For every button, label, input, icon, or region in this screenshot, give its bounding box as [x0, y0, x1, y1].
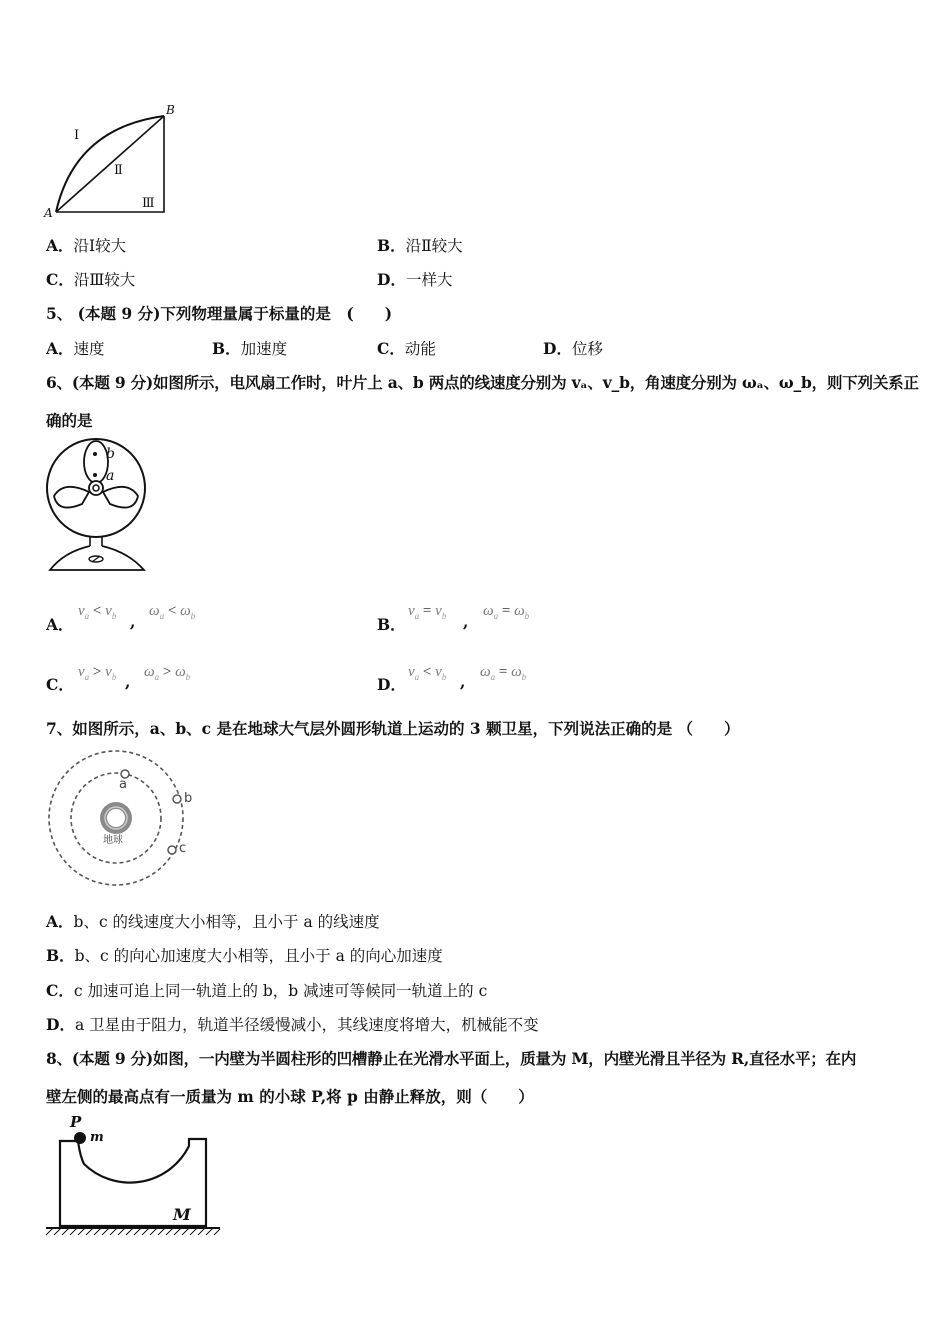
sub-a: a	[493, 611, 499, 621]
option-text: b、c 的向心加速度大小相等，且小于 a 的向心加速度	[74, 947, 443, 965]
q4-option-a[interactable]	[46, 236, 126, 256]
q7-option-c[interactable]	[46, 981, 487, 1001]
ball-P	[74, 1132, 86, 1144]
sub-b: b	[111, 672, 117, 682]
sub-a: a	[154, 672, 160, 682]
symbol-v: v	[78, 603, 85, 619]
symbol-omega: ω	[480, 664, 491, 680]
q6-option-a-v-relation	[78, 603, 116, 621]
q7-option-a[interactable]	[46, 912, 380, 932]
symbol-v: v	[435, 664, 442, 680]
symbol-v: v	[105, 603, 112, 619]
q5-stem: 5、 (本题 9 分)下列物理量属于标量的是 ( )	[46, 304, 393, 323]
option-text: 加速度	[240, 340, 288, 358]
fan-blade-left	[54, 487, 89, 508]
sub-a: a	[414, 672, 420, 682]
option-label: C．	[46, 270, 74, 289]
label-path-2: Ⅱ	[114, 163, 123, 178]
q7-option-b[interactable]	[46, 946, 443, 966]
symbol-omega: ω	[180, 603, 191, 619]
satellite-b-label: b	[184, 791, 193, 806]
relation: =	[422, 603, 432, 619]
label-path-3: Ⅲ	[142, 196, 155, 211]
fan-hub-outer	[89, 481, 103, 495]
q6-option-c-label[interactable]: C．	[46, 675, 74, 694]
option-text: 沿Ⅱ较大	[405, 237, 463, 255]
symbol-omega: ω	[149, 603, 160, 619]
relation: >	[162, 664, 172, 680]
ground-hatching	[46, 1228, 220, 1235]
comma: ,	[460, 672, 466, 691]
option-label: D．	[46, 1015, 75, 1034]
satellite-c	[168, 846, 176, 854]
option-label: B．	[46, 946, 75, 965]
q5-option-b[interactable]	[212, 339, 287, 359]
q6-option-a-w-relation	[149, 603, 195, 621]
option-label: D．	[543, 339, 572, 358]
label-M: M	[173, 1205, 191, 1224]
fan-label-b: b	[106, 446, 115, 462]
sub-b: b	[524, 611, 530, 621]
symbol-omega: ω	[175, 664, 186, 680]
symbol-omega: ω	[514, 603, 525, 619]
q6-option-c-w-relation	[144, 664, 190, 682]
relation: =	[501, 603, 511, 619]
option-label: B．	[212, 339, 241, 358]
symbol-omega: ω	[144, 664, 155, 680]
symbol-v: v	[408, 664, 415, 680]
q5-option-a[interactable]	[46, 339, 105, 359]
sub-b: b	[111, 611, 117, 621]
relation: >	[92, 664, 102, 680]
option-label: C．	[377, 339, 405, 358]
q8-stem-line2: 壁左侧的最高点有一质量为 m 的小球 P,将 p 由静止释放，则（ ）	[46, 1087, 534, 1106]
sub-b: b	[190, 611, 196, 621]
earth-label: 地球	[103, 835, 123, 846]
q6-option-d-v-relation	[408, 664, 446, 682]
q5-option-d[interactable]	[543, 339, 603, 359]
option-label: C．	[46, 981, 74, 1000]
symbol-v: v	[105, 664, 112, 680]
satellite-c-label: c	[179, 841, 187, 856]
sub-b: b	[441, 611, 447, 621]
label-P: P	[70, 1113, 82, 1131]
sub-a: a	[159, 611, 165, 621]
symbol-v: v	[435, 603, 442, 619]
point-a	[93, 473, 97, 477]
sub-a: a	[490, 672, 496, 682]
q6-option-b-label[interactable]: B．	[377, 615, 406, 634]
point-b	[93, 452, 97, 456]
q4-option-b[interactable]	[377, 236, 463, 256]
relation: <	[422, 664, 432, 680]
earth-core	[107, 809, 125, 827]
q6-stem-line1: 6、(本题 9 分)如图所示，电风扇工作时，叶片上 a、b 两点的线速度分别为 vₐ、v_b，角速度分别为 ωₐ、ω_b，则下列关系正	[46, 373, 919, 392]
q5-option-c[interactable]	[377, 339, 436, 359]
symbol-v: v	[78, 664, 85, 680]
satellite-a-label: a	[119, 777, 127, 792]
q6-option-b-v-relation	[408, 603, 446, 621]
comma: ,	[463, 612, 469, 631]
relation: <	[92, 603, 102, 619]
option-text: 动能	[404, 340, 436, 358]
q6-stem-line2: 确的是	[46, 411, 93, 430]
q4-option-c[interactable]	[46, 270, 135, 290]
q6-option-d-w-relation	[480, 664, 526, 682]
q6-option-a-label[interactable]: A．	[46, 615, 74, 634]
orbit-figure	[46, 750, 186, 886]
option-label: A．	[46, 236, 74, 255]
option-text: b、c 的线速度大小相等，且小于 a 的线速度	[73, 913, 380, 931]
q7-option-d[interactable]	[46, 1015, 539, 1035]
sub-b: b	[441, 672, 447, 682]
q6-option-b-w-relation	[483, 603, 529, 621]
q8-stem-line1: 8、(本题 9 分)如图，一内壁为半圆柱形的凹槽静止在光滑水平面上，质量为 M，内壁光滑且半径为 R,直径水平；在内	[46, 1049, 857, 1068]
symbol-omega: ω	[511, 664, 522, 680]
sub-b: b	[185, 672, 191, 682]
relation: =	[498, 664, 508, 680]
sub-a: a	[414, 611, 420, 621]
q4-option-d[interactable]	[377, 270, 452, 290]
symbol-v: v	[408, 603, 415, 619]
option-label: B．	[377, 236, 406, 255]
fan-figure	[44, 440, 150, 575]
label-B: B	[166, 103, 175, 117]
label-m: m	[90, 1130, 104, 1145]
label-path-1: Ⅰ	[74, 128, 80, 143]
option-label: A．	[46, 912, 74, 931]
option-text: 沿Ⅰ较大	[73, 237, 127, 255]
sub-a: a	[84, 672, 90, 682]
groove-figure	[44, 1116, 222, 1240]
option-text: 一样大	[405, 271, 453, 289]
q6-option-c-v-relation	[78, 664, 116, 682]
sub-a: a	[84, 611, 90, 621]
option-label: D．	[377, 270, 406, 289]
q6-option-d-label[interactable]: D．	[377, 675, 406, 694]
fan-label-a: a	[106, 468, 115, 484]
option-text: 速度	[73, 340, 105, 358]
relation: <	[167, 603, 177, 619]
fan-blade-right	[103, 487, 138, 508]
option-text: c 加速可追上同一轨道上的 b，b 减速可等候同一轨道上的 c	[73, 982, 488, 1000]
option-label: A．	[46, 339, 74, 358]
q7-stem: 7、如图所示，a、b、c 是在地球大气层外圆形轨道上运动的 3 颗卫星，下列说法正确的是 （ ）	[46, 719, 740, 738]
option-text: 位移	[571, 340, 603, 358]
comma: ,	[130, 612, 136, 631]
comma: ,	[125, 672, 131, 691]
label-A: A	[44, 206, 53, 220]
sub-b: b	[521, 672, 527, 682]
symbol-omega: ω	[483, 603, 494, 619]
option-text: 沿Ⅲ较大	[73, 271, 136, 289]
option-text: a 卫星由于阻力，轨道半径缓慢减小，其线速度将增大，机械能不变	[74, 1016, 539, 1034]
satellite-b	[173, 795, 181, 803]
